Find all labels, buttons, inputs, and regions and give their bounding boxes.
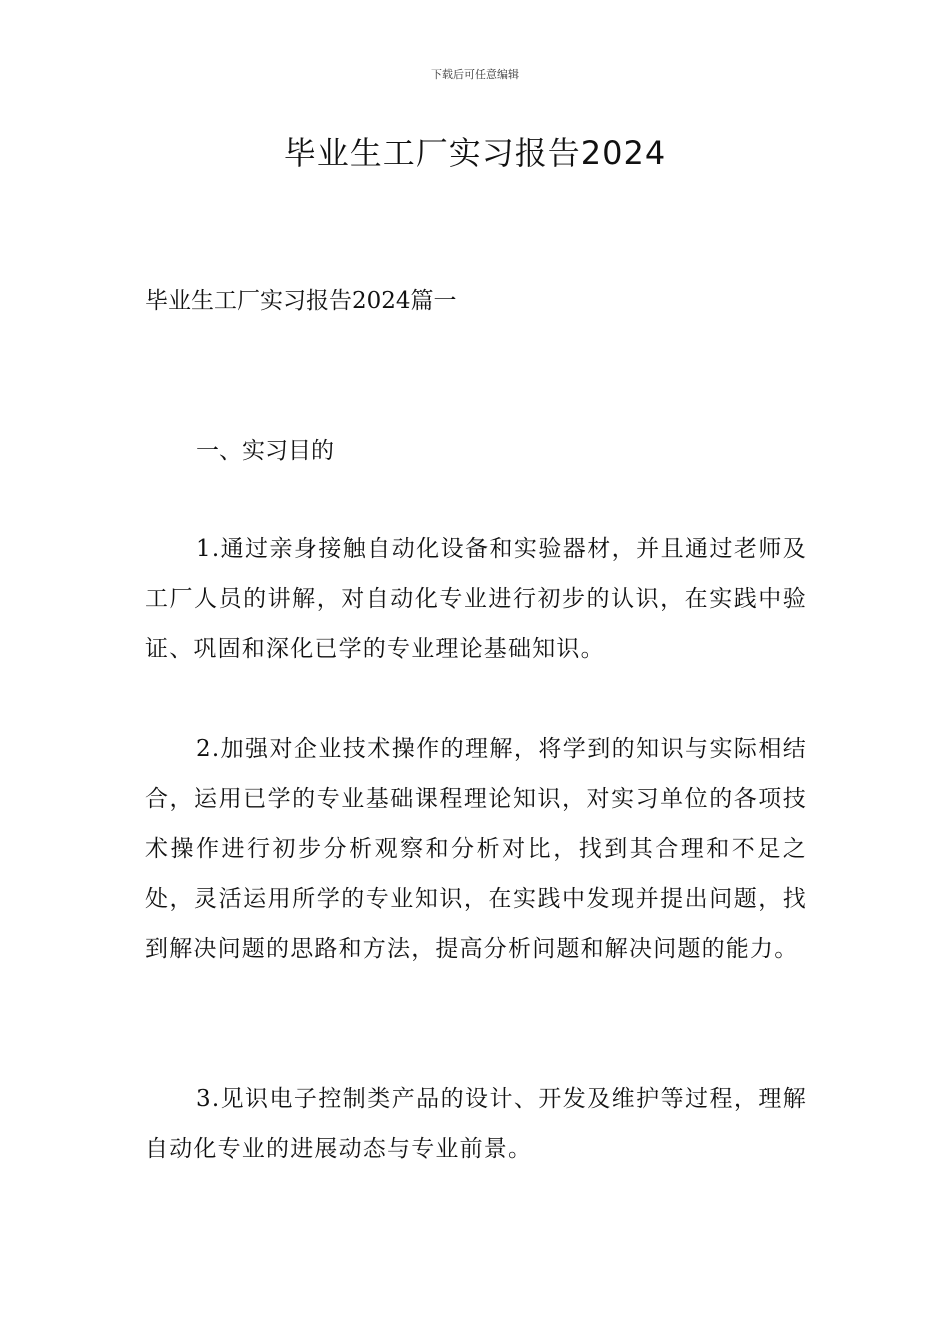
section-heading: 一、实习目的 (196, 438, 334, 464)
header-note: 下载后可任意编辑 (431, 68, 519, 81)
paragraph-3: 3.见识电子控制类产品的设计、开发及维护等过程，理解自动化专业的进展动态与专业前景。 (145, 1086, 807, 1162)
section-subtitle: 毕业生工厂实习报告2024篇一 (145, 288, 457, 314)
paragraph-2: 2.加强对企业技术操作的理解，将学到的知识与实际相结合，运用已学的专业基础课程理论知识，对实习单位的各项技术操作进行初步分析观察和分析对比，找到其合理和不足之处，灵活运用所学的专业知识，在实践中发现并提出问题，找到解决问题的思路和方法，提高分析问题和解决问题的能力。 (145, 736, 807, 962)
paragraph-1: 1.通过亲身接触自动化设备和实验器材，并且通过老师及工厂人员的讲解，对自动化专业进行初步的认识，在实践中验证、巩固和深化已学的专业理论基础知识。 (145, 536, 807, 662)
document-title: 毕业生工厂实习报告2024 (283, 134, 667, 172)
